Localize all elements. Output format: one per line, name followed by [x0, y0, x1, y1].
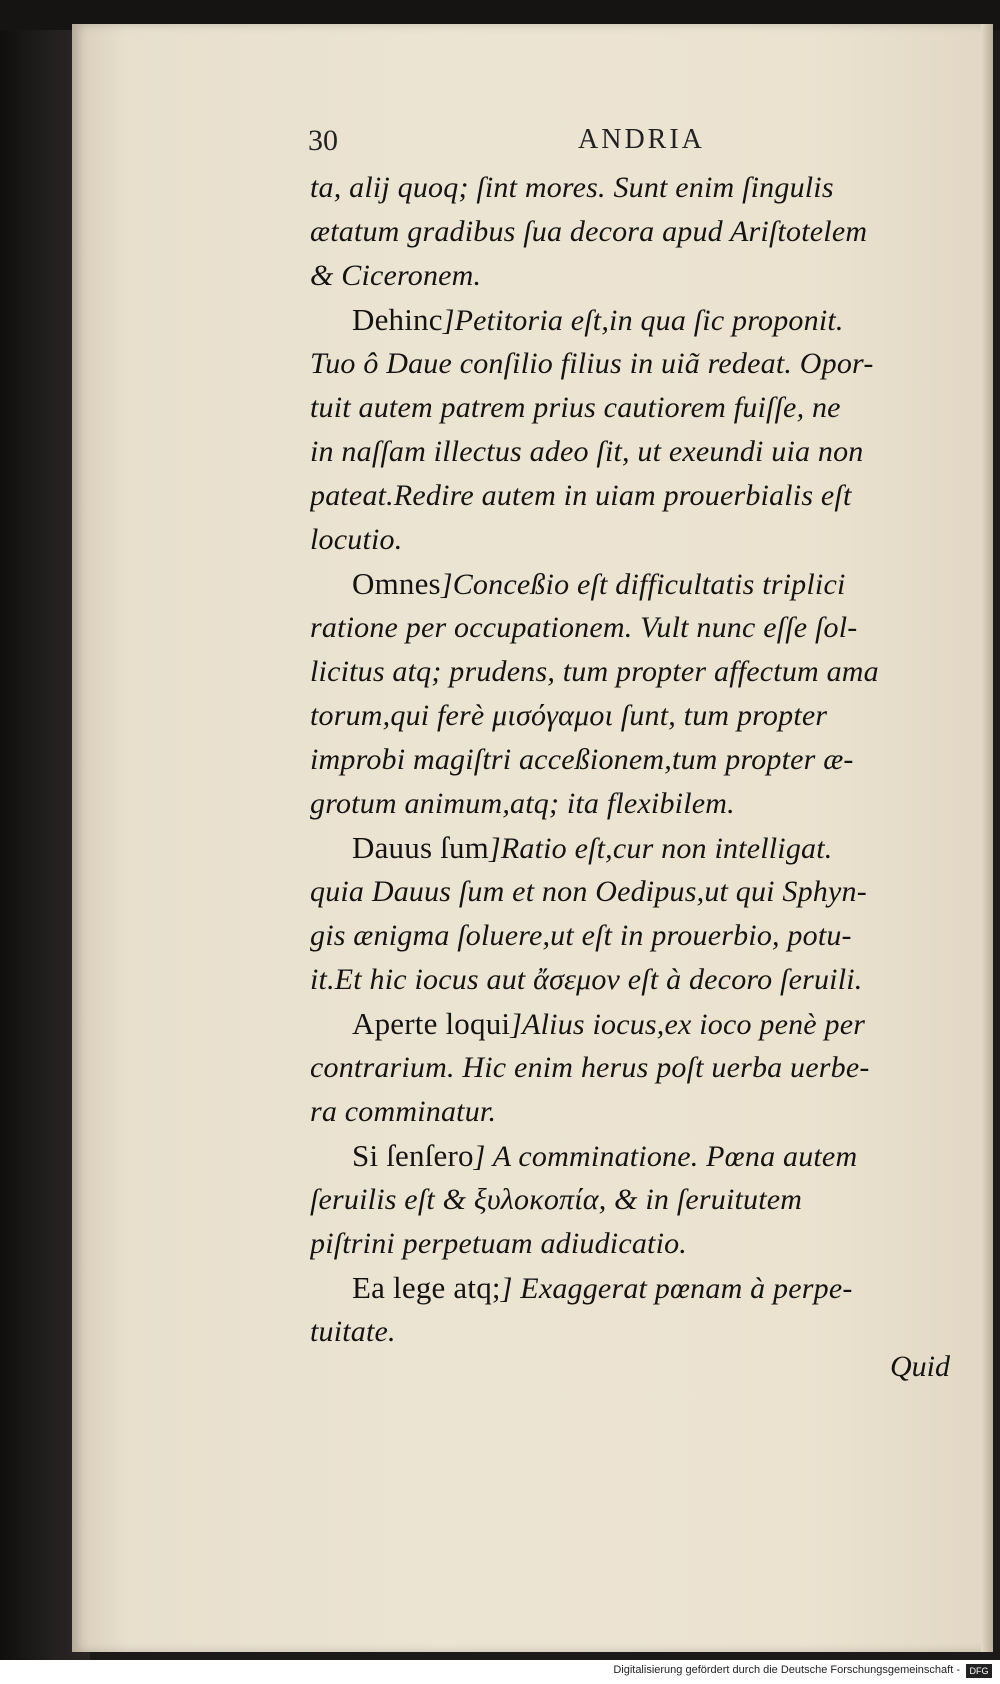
text-line: licitus atq; prudens, tum propter affectum ama [310, 655, 879, 688]
text-line: contrarium. Hic enim herus poſt uerba uerbe- [310, 1051, 870, 1084]
lemma: Dauus ſum [352, 830, 489, 865]
text-line: ſeruilis eſt & ξυλοκοπία, & in ſeruitutem [310, 1183, 803, 1216]
text-line: ta, alij quoq; ſint mores. Sunt enim ſingulis [310, 171, 834, 204]
text-line: tuitate. [310, 1315, 396, 1348]
text-line: in naſſam illectus adeo ſit, ut exeundi uia non [310, 435, 864, 468]
text-line: torum,qui ferè μισόγαμοι ſunt, tum propter [310, 699, 828, 732]
text-line: piſtrini perpetuam adiudicatio. [310, 1227, 688, 1260]
lemma: Dehinc [352, 302, 443, 337]
text-line: Tuo ô Daue conſilio filius in uiã redeat. Opor- [310, 347, 874, 380]
dfg-logo: DFG [966, 1664, 992, 1678]
text-line: quia Dauus ſum et non Oedipus,ut qui Sphyn- [310, 875, 867, 908]
lemma: Si ſenſero [352, 1138, 474, 1173]
footer-bar [0, 1660, 1000, 1684]
text-line: Omnes]Conceßio eſt difficultatis triplici [352, 566, 846, 601]
text-line: & Ciceronem. [310, 259, 482, 292]
text-line: Aperte loqui]Alius iocus,ex ioco penè per [352, 1006, 866, 1041]
text-line: Ea lege atq;] Exaggerat pœnam à perpe- [352, 1270, 853, 1305]
text-line: ra comminatur. [310, 1095, 497, 1128]
text-line: ætatum gradibus ſua decora apud Ariſtotelem [310, 215, 868, 248]
running-title: ANDRIA [578, 124, 705, 155]
page-edge [981, 24, 993, 1652]
page-number: 30 [308, 124, 338, 157]
lemma: Aperte loqui [352, 1006, 511, 1041]
text-line: grotum animum,atq; ita flexibilem. [310, 787, 735, 820]
catchword: Quid [890, 1350, 950, 1383]
text-line: it.Et hic iocus aut ἄσεμον eſt à decoro ſeruili. [310, 963, 863, 996]
text-line: pateat.Redire autem in uiam prouerbialis eſt [310, 479, 852, 512]
text-line: Si ſenſero] A comminatione. Pœna autem [352, 1138, 858, 1173]
page-header [308, 124, 968, 164]
lemma: Ea lege atq; [352, 1270, 501, 1305]
footer-credit: Digitalisierung gefördert durch die Deutsche Forschungsgemeinschaft - [613, 1664, 960, 1676]
text-line: improbi magiſtri acceßionem,tum propter æ- [310, 743, 854, 776]
text-line: gis ænigma ſoluere,ut eſt in prouerbio, potu- [310, 919, 852, 952]
lemma: Omnes [352, 566, 441, 601]
text-line: locutio. [310, 523, 403, 556]
text-line: ratione per occupationem. Vult nunc eſſe ſol- [310, 611, 858, 644]
text-line: Dehinc]Petitoria eſt,in qua ſic proponit. [352, 302, 844, 337]
text-line: Dauus ſum]Ratio eſt,cur non intelligat. [352, 830, 833, 865]
text-line: tuit autem patrem prius cautiorem fuiſſe, ne [310, 391, 841, 424]
commentary-text [310, 166, 970, 1354]
